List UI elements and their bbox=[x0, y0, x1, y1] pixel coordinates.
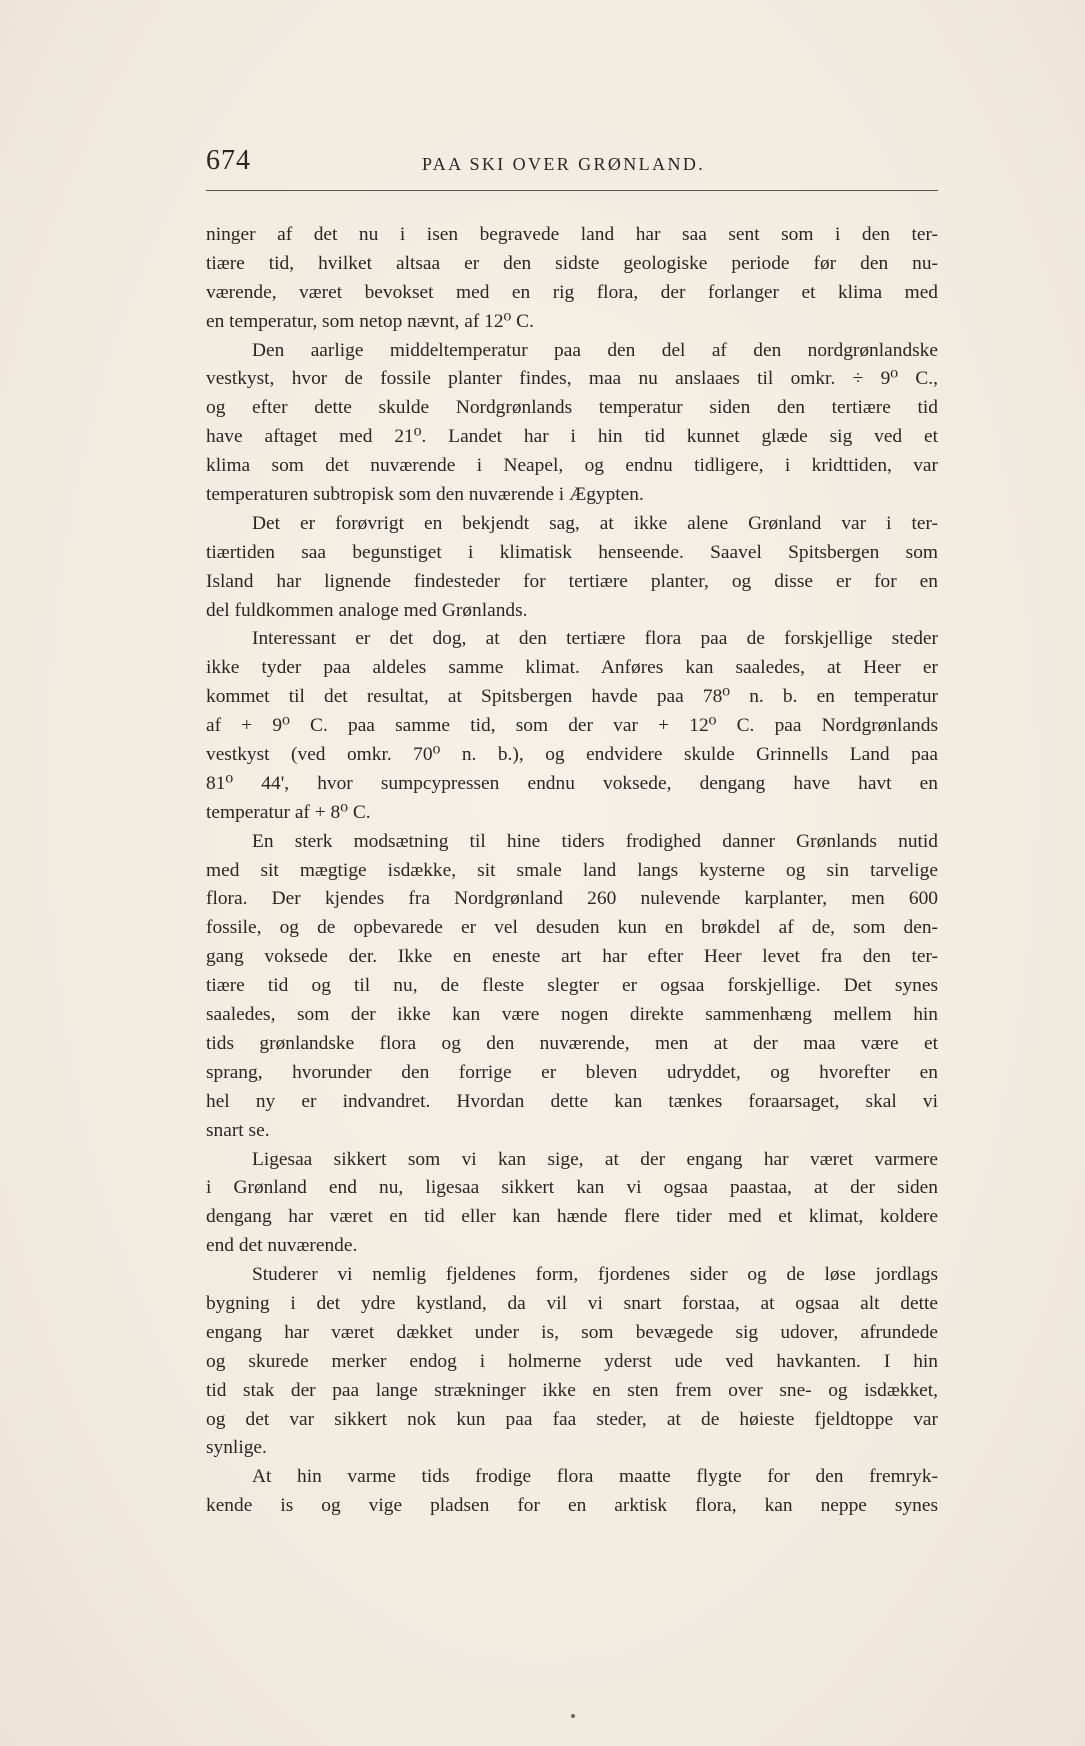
text-line: del fuldkommen analoge med Grønlands. bbox=[206, 599, 528, 621]
text-line: saaledes, som der ikke kan være nogen direkte sammenhæng mellem hin bbox=[206, 1004, 938, 1026]
text-line: vestkyst (ved omkr. 70⁰ n. b.), og endvidere skulde Grinnells Land paa bbox=[206, 744, 938, 766]
text-line: vestkyst, hvor de fossile planter findes, maa nu anslaaes til omkr. ÷ 9⁰ C., bbox=[206, 368, 938, 390]
text-line: Studerer vi nemlig fjeldenes form, fjordenes sider og de løse jordlags bbox=[252, 1264, 938, 1286]
text-line: klima som det nuværende i Neapel, og endnu tidligere, i kridttiden, var bbox=[206, 455, 938, 477]
text-line: tiærtiden saa begunstiget i klimatisk henseende. Saavel Spitsbergen som bbox=[206, 541, 938, 563]
text-line: Det er forøvrigt en bekjendt sag, at ikke alene Grønland var i ter- bbox=[252, 512, 938, 534]
text-line: At hin varme tids frodige flora maatte flygte for den fremryk- bbox=[252, 1466, 938, 1488]
text-line: temperaturen subtropisk som den nuværende i Ægypten. bbox=[206, 484, 644, 506]
text-line: en temperatur, som netop nævnt, af 12⁰ C. bbox=[206, 310, 534, 332]
text-line: Den aarlige middeltemperatur paa den del af den nordgrønlandske bbox=[252, 339, 938, 361]
text-line: tiære tid, hvilket altsaa er den sidste geologiske periode før den nu- bbox=[206, 252, 938, 274]
text-line: med sit mægtige isdække, sit smale land langs kysterne og sin tarvelige bbox=[206, 859, 938, 881]
print-mark bbox=[571, 1714, 575, 1718]
text-line: tiære tid og til nu, de fleste slegter er ogsaa forskjellige. Det synes bbox=[206, 975, 938, 997]
text-line: af + 9⁰ C. paa samme tid, som der var + 12⁰ C. paa Nordgrønlands bbox=[206, 715, 938, 737]
text-line: engang har været dækket under is, som bevægede sig udover, afrundede bbox=[206, 1321, 938, 1343]
page-header bbox=[206, 143, 938, 187]
text-line: Ligesaa sikkert som vi kan sige, at der engang har været varmere bbox=[252, 1148, 938, 1170]
text-line: ikke tyder paa aldeles samme klimat. Anføres kan saaledes, at Heer er bbox=[206, 657, 938, 679]
page-number: 674 bbox=[206, 145, 251, 176]
header-rule bbox=[206, 190, 938, 191]
text-line: end det nuværende. bbox=[206, 1235, 358, 1257]
text-line: og det var sikkert nok kun paa faa steder, at de høieste fjeldtoppe var bbox=[206, 1408, 938, 1430]
text-line: tids grønlandske flora og den nuværende, men at der maa være et bbox=[206, 1032, 938, 1054]
text-line: En sterk modsætning til hine tiders frodighed danner Grønlands nutid bbox=[252, 830, 938, 852]
text-line: kende is og vige pladsen for en arktisk flora, kan neppe synes bbox=[206, 1495, 938, 1517]
text-line: gang voksede der. Ikke en eneste art har efter Heer levet fra den ter- bbox=[206, 946, 938, 968]
text-line: hel ny er indvandret. Hvordan dette kan tænkes foraarsaget, skal vi bbox=[206, 1090, 938, 1112]
text-line: kommet til det resultat, at Spitsbergen havde paa 78⁰ n. b. en temperatur bbox=[206, 686, 938, 708]
text-line: ninger af det nu i isen begravede land har saa sent som i den ter- bbox=[206, 224, 938, 245]
text-line: bygning i det ydre kystland, da vil vi snart forstaa, at ogsaa alt dette bbox=[206, 1292, 938, 1314]
text-line: 81⁰ 44', hvor sumpcypressen endnu voksede, dengang have havt en bbox=[206, 772, 938, 794]
text-line: sprang, hvorunder den forrige er bleven udryddet, og hvorefter en bbox=[206, 1061, 938, 1083]
text-line: flora. Der kjendes fra Nordgrønland 260 nulevende karplanter, men 600 bbox=[206, 888, 938, 910]
text-line: Island har lignende findesteder for tertiære planter, og disse er for en bbox=[206, 570, 938, 592]
running-title: PAA SKI OVER GRØNLAND. bbox=[422, 154, 706, 174]
body-text bbox=[206, 221, 938, 1521]
text-line: Interessant er det dog, at den tertiære flora paa de forskjellige steder bbox=[252, 628, 938, 650]
text-line: værende, været bevokset med en rig flora, der forlanger et klima med bbox=[206, 281, 938, 303]
text-line: fossile, og de opbevarede er vel desuden kun en brøkdel af de, som den- bbox=[206, 917, 938, 939]
text-line: og efter dette skulde Nordgrønlands temperatur siden den tertiære tid bbox=[206, 397, 938, 419]
text-line: i Grønland end nu, ligesaa sikkert kan vi ogsaa paastaa, at der siden bbox=[206, 1177, 938, 1199]
text-line: tid stak der paa lange strækninger ikke en sten frem over sne- og isdækket, bbox=[206, 1379, 938, 1401]
text-line: have aftaget med 21⁰. Landet har i hin tid kunnet glæde sig ved et bbox=[206, 426, 938, 448]
text-line: og skurede merker endog i holmerne yderst ude ved havkanten. I hin bbox=[206, 1350, 938, 1372]
text-line: synlige. bbox=[206, 1437, 267, 1459]
text-line: dengang har været en tid eller kan hænde flere tider med et klimat, koldere bbox=[206, 1206, 938, 1228]
text-line: snart se. bbox=[206, 1119, 270, 1141]
text-line: temperatur af + 8⁰ C. bbox=[206, 801, 371, 823]
